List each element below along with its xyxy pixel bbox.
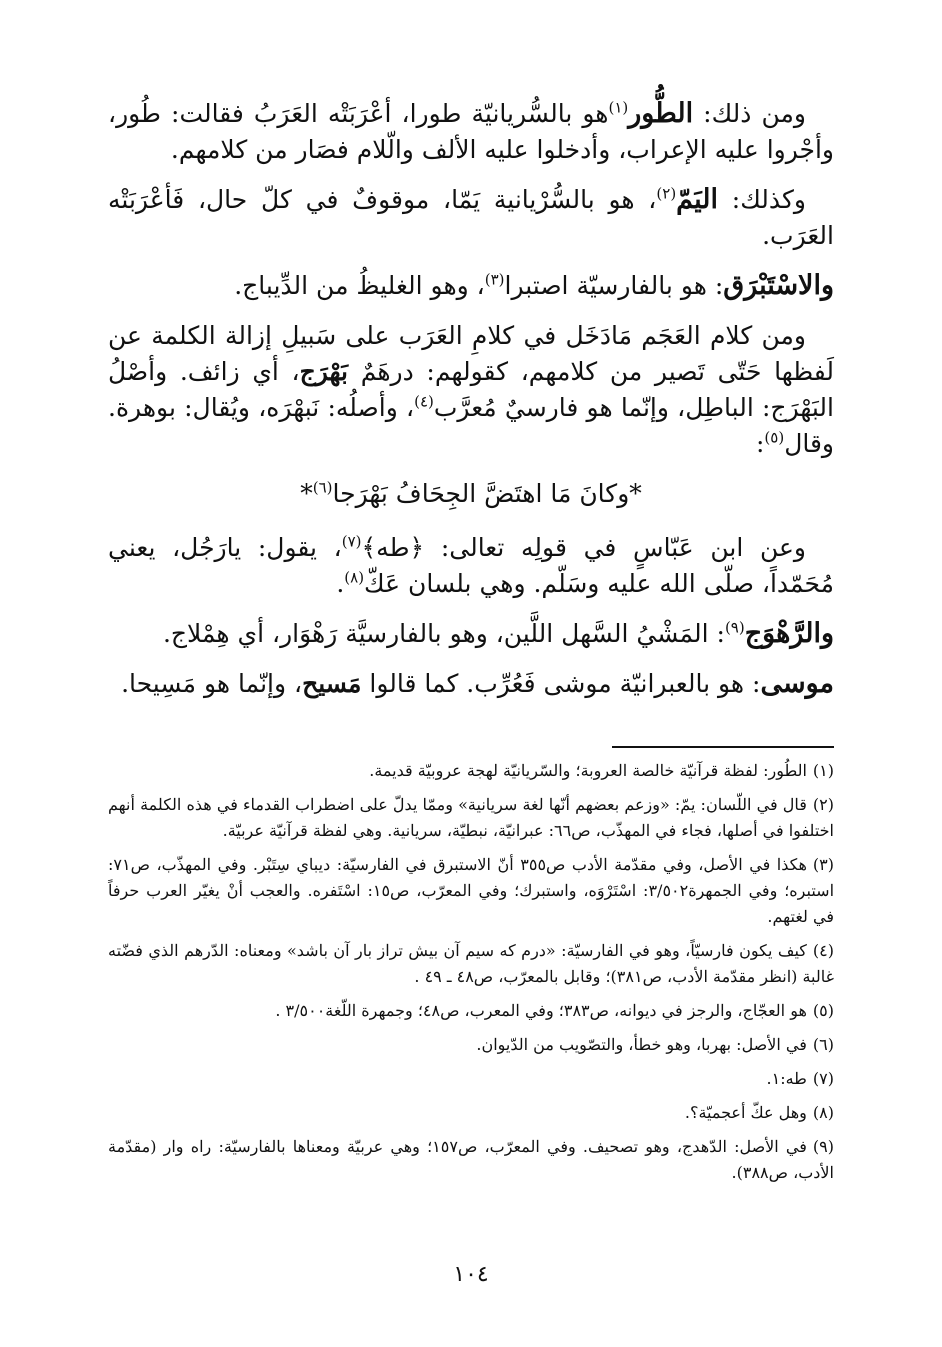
footnote-ref: (٨) [344,568,365,587]
footnote [108,1066,834,1092]
footnotes [108,758,834,1194]
footnote-number: (٦) [812,1035,834,1054]
text-span: ومن كلام العَجَم مَادَخَل في كلامِ العَرَب على سَبيلِ إزالة الكلمة عن لَفظها حَتّى تَصير من كلامهم، كقولهم: درهَمٌ [108,321,835,386]
footnote-text: هكذا في الأصل، وفي مقدّمة الأدب ص٣٥٥ أنّ الاستبرق في الفارسيّة: ديباي سِتَبْر. وفي المهذّب، ص٧١: استبره؛ وفي الجمهرة٣/٥٠٢: اسْتَرْوَه، واستبرك؛ وفي المعرّب، ص١٥: اسْتَفره. والعجب أنْ يغيّر العرب حرفاً في لغتهم. [108,855,835,926]
term-yamm: اليَمّ [676,184,719,215]
footnote-number: (١) [812,761,834,780]
text-span: وكذلك: [718,185,807,214]
text-span: : هو بالعبرانيّة موشى فَعُرِّب. كما قالوا [361,669,761,698]
footnote-text: في الأصل: الدّهدج، وهو تصحيف. وفي المعرّب، ص١٥٧؛ وهي عربيّة ومعناها بالفارسيّة: راه وار (مقدّمة الأدب، ص٣٨٨). [108,1137,834,1182]
term-rahwaj: والرَّهْوَج [744,618,834,649]
text-span: ، هو بالسُّرْيانية يَمّا، موقوفٌ في كلّ حال، فَأعْرَبَتْه العَرَب. [108,185,834,250]
footnote-number: (٣) [812,855,835,874]
paragraph-yamm [108,182,834,254]
footnote-number: (٩) [812,1137,834,1156]
term-masih: مَسيح [302,669,362,698]
text-span: ، يقول: يارَجُل، يعني مُحَمّداً، صلّى الله عليه وسَلّم. وهي بلسان عَكّ [108,533,834,598]
paragraph-bahraj [108,318,834,462]
text-span: : [755,429,765,458]
verse-end-mark: * [300,479,313,508]
footnote-ref: (٦) [312,478,333,497]
paragraph-musa [108,666,834,702]
text-span: ، وأصلُه: نَبهْرَه، ويُقال: بوهرة. وقال [108,393,834,458]
term-tur: الطُّور [628,98,694,129]
footnote [108,792,834,844]
footnote-text: الطُور: لفظة قرآنيّة خالصة العروبة؛ والسّريانيّة لهجة عروبيّة قديمة. [369,761,807,780]
footnote-number: (٢) [812,795,834,814]
text-span: ، وهو الغليظُ من الدِّيباج. [234,271,485,300]
footnote [108,1032,834,1058]
footnote-number: (٥) [812,1001,834,1020]
text-span: : المَشْيُ السَّهل اللَّين، وهو بالفارسيَّة رَهْوَار، أي هِمْلاج. [162,619,725,648]
footnote-ref: (٢) [656,184,677,203]
term-musa: موسى [760,668,834,699]
page-number: ١٠٤ [453,1262,489,1287]
footnote-ref: (٧) [341,532,362,551]
text-span: ، وإنّما هو مَسِيحا. [121,669,303,698]
footnote-ref: (٩) [724,618,745,637]
footnote [108,1100,834,1126]
footnote-text: طه:١. [766,1069,807,1088]
verse-line [108,476,834,512]
paragraph-taha [108,530,834,602]
footnote-text: وهل عكّ أعجميّة؟. [684,1103,807,1122]
footnote-number: (٧) [812,1069,834,1088]
footnote-number: (٨) [812,1103,834,1122]
footnote-number: (٤) [812,941,834,960]
text-span: ومن ذلك: [693,99,806,128]
text-span: هو بالسُّريانيّة طورا، أعْرَبَتْه العَرَبُ فقالت: طُور، وأجْروا عليه الإعراب، وأدخلوا عليه الألف والّلام فصَار من كلامهم. [108,99,834,164]
footnote [108,1134,834,1186]
footnote-ref: (٥) [764,428,785,447]
footnote-ref: (١) [608,98,629,117]
footnote-text: في الأصل: بهربا، وهو خطأ، والتصّويب من الدّيوان. [476,1035,807,1054]
text-span: . [336,569,345,598]
text-span: وعن ابن عَبّاسٍ في قولِه تعالى: ﴿طه﴾ [361,533,806,562]
footnote-text: هو العجّاج، والرجز في ديوانه، ص٣٨٣؛ وفي المعرب، ص٤٨؛ وجمهرة اللّغة٣/٥٠٠ . [275,1001,807,1020]
footnote [108,758,834,784]
paragraph-tur [108,96,834,168]
footnote [108,998,834,1024]
footnote-text: كيف يكون فارسيّاً، وهو في الفارسيّة: «درم كه سيم آن بيش تراز بار آن باشد» ومعناه: الدّرهم الذي فضّته غالبة (انظر مقدّمة الأدب، ص٣٨١)؛ وقابل بالمعرّب، ص٤٨ ـ ٤٩ . [108,941,834,986]
footnote-text: قال في اللّسان: يمّ: «وزعم بعضهم أنّها لغة سريانية» وممّا يدلّ على اضطراب القدماء في هذه الكلمة أنهم اختلفوا في أصلها، فجاء في المهذّب، ص٦٦: عبرانيّة، نبطيّة، سريانية. وهي لفظة قرآنيّة عربيّة. [108,795,834,840]
text-span: : هو بالفارسيّة اصتبرا [504,271,724,300]
term-bahraj: بَهْرَج [299,357,349,386]
footnote [108,938,834,990]
term-istabraq: والاسْتَبْرَق [723,270,834,301]
main-text [108,96,834,716]
paragraph-istabraq [108,268,834,304]
footnote-separator [612,746,834,748]
text-span: ، أي زائف. وأصْلُ البَهْرَج: الباطِل، وإنّما هو فارسيٌ مُعرَّب [108,357,834,422]
verse-text: *وكانَ مَا اهتَضَّ الجِحَافُ بَهْرَجا [332,479,642,508]
footnote-ref: (٣) [484,270,505,289]
paragraph-rahwaj [108,616,834,652]
footnote-ref: (٤) [414,392,434,411]
footnote [108,852,834,930]
